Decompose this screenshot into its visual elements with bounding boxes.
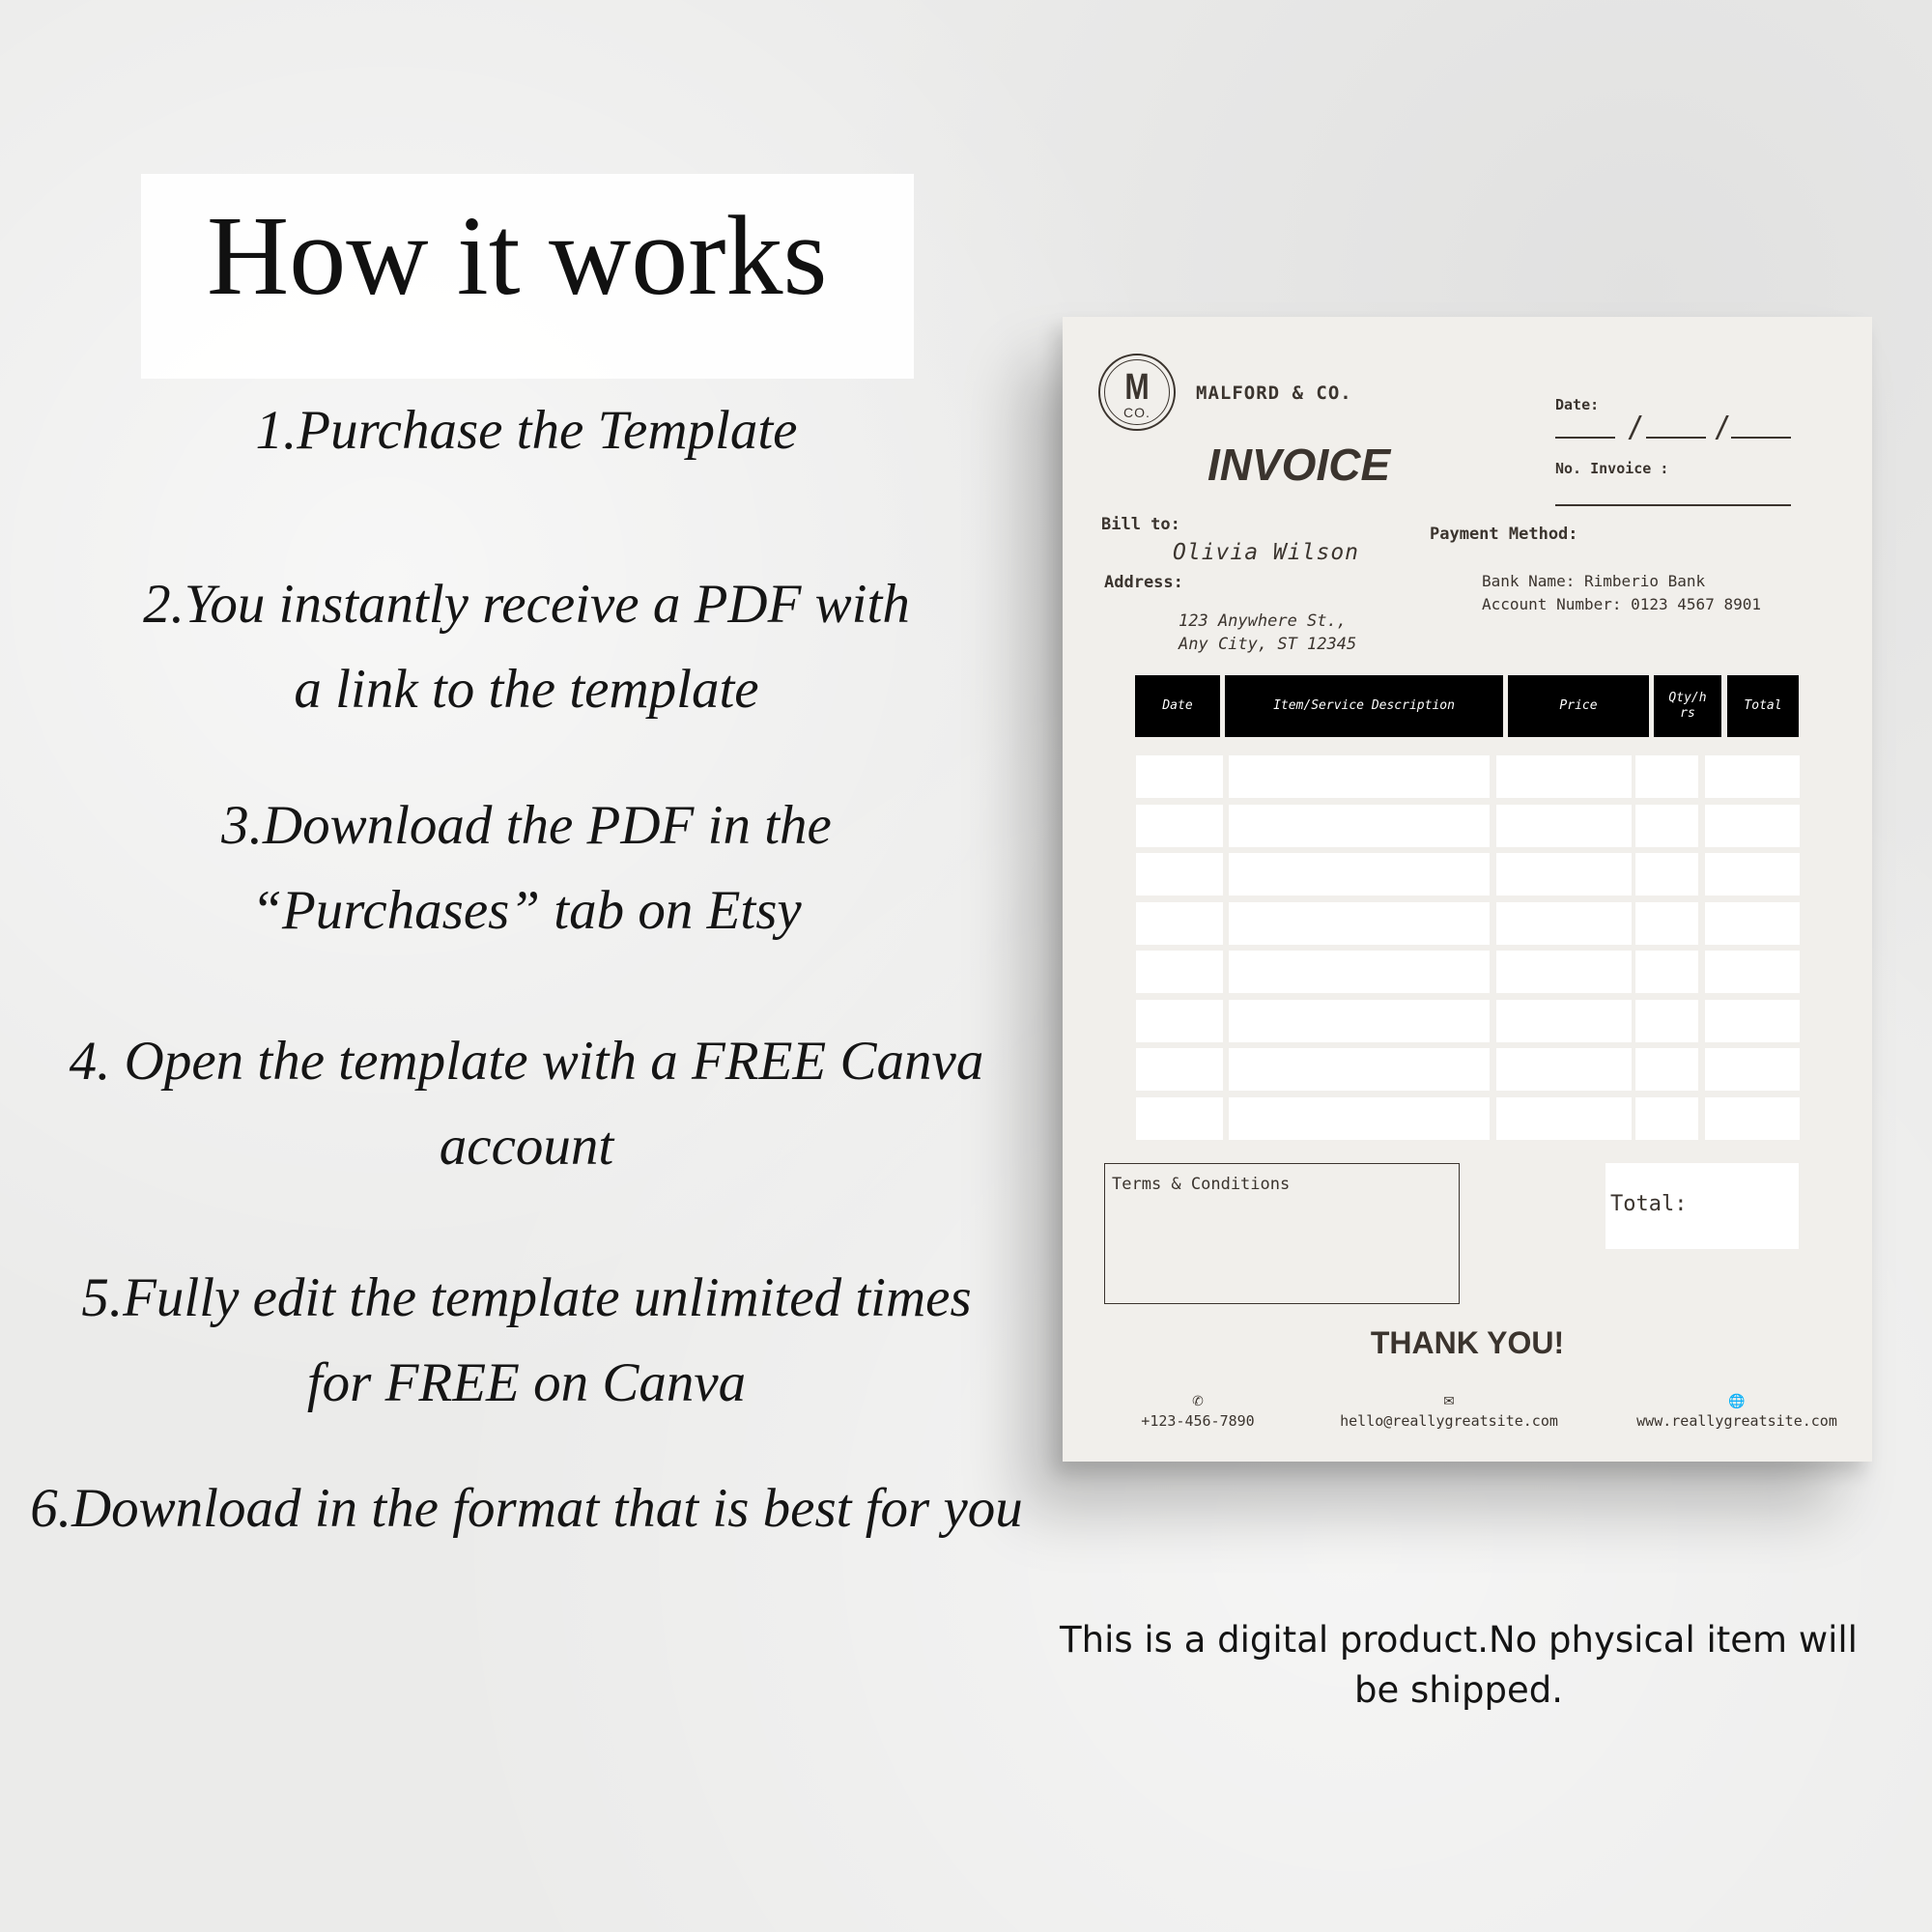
table-cell (1635, 1097, 1698, 1140)
globe-icon: 🌐 (1728, 1394, 1746, 1409)
column-header-description: Item/Service Description (1225, 675, 1503, 737)
table-cell (1229, 951, 1490, 993)
step-5 (0, 1256, 1053, 1426)
table-cell (1229, 1000, 1490, 1042)
table-cell (1136, 755, 1223, 798)
step-line: 1.Purchase the Template (255, 400, 798, 461)
contact-website (1621, 1393, 1853, 1430)
column-header-total: Total (1727, 675, 1799, 737)
table-cell (1705, 902, 1800, 945)
table-cell (1136, 902, 1223, 945)
invoice-title: INVOICE (1208, 440, 1391, 490)
table-cell (1705, 805, 1800, 847)
contact-phone (1121, 1393, 1275, 1430)
table-cell (1136, 805, 1223, 847)
step-line: 6.Download in the format that is best for you (30, 1478, 1023, 1539)
table-cell (1705, 1048, 1800, 1091)
table-cell (1136, 1048, 1223, 1091)
table-cell (1635, 805, 1698, 847)
table-cell (1496, 853, 1632, 895)
phone-text: +123-456-7890 (1141, 1412, 1255, 1430)
date-day-line (1555, 437, 1615, 439)
step-line: 4. Open the template with a FREE Canva (69, 1031, 984, 1092)
table-cell (1136, 853, 1223, 895)
step-6 (0, 1466, 1053, 1551)
date-separator: / (1714, 411, 1732, 444)
table-cell (1635, 902, 1698, 945)
table-cell (1496, 1097, 1632, 1140)
page-heading: How it works (207, 192, 828, 319)
date-label: Date: (1555, 396, 1600, 413)
email-text: hello@reallygreatsite.com (1340, 1412, 1558, 1430)
step-line: 5.Fully edit the template unlimited times (81, 1267, 972, 1328)
total-label: Total: (1610, 1192, 1688, 1216)
account-number: Account Number: 0123 4567 8901 (1482, 595, 1761, 613)
table-cell (1705, 1097, 1800, 1140)
date-year-line (1731, 437, 1791, 439)
step-2 (0, 562, 1053, 732)
bill-to-name: Olivia Wilson (1173, 540, 1360, 565)
table-cell (1635, 1000, 1698, 1042)
step-1 (0, 388, 1053, 473)
table-cell (1229, 1048, 1490, 1091)
table-cell (1496, 1048, 1632, 1091)
payment-method-label: Payment Method: (1430, 525, 1578, 544)
step-line: for FREE on Canva (306, 1352, 747, 1413)
terms-label: Terms & Conditions (1112, 1175, 1291, 1194)
table-cell (1635, 755, 1698, 798)
table-cell (1229, 805, 1490, 847)
table-cell (1496, 951, 1632, 993)
table-cell (1496, 805, 1632, 847)
table-cell (1229, 902, 1490, 945)
step-line: account (439, 1116, 614, 1177)
table-cell (1635, 951, 1698, 993)
table-cell (1635, 1048, 1698, 1091)
table-cell (1705, 951, 1800, 993)
website-text: www.reallygreatsite.com (1636, 1412, 1837, 1430)
column-header-date: Date (1135, 675, 1220, 737)
company-name: MALFORD & CO. (1196, 383, 1352, 404)
mail-icon: ✉ (1443, 1394, 1455, 1409)
address-label: Address: (1104, 573, 1183, 592)
step-4 (0, 1019, 1053, 1189)
table-cell (1705, 1000, 1800, 1042)
column-header-qty: Qty/h rs (1654, 675, 1721, 737)
contact-email (1323, 1393, 1575, 1430)
logo-sub: CO. (1123, 405, 1151, 420)
address-line-1: 123 Anywhere St., (1179, 611, 1347, 631)
table-cell (1229, 853, 1490, 895)
bill-to-label: Bill to: (1101, 515, 1180, 534)
table-cell (1229, 1097, 1490, 1140)
step-line: “Purchases” tab on Etsy (251, 880, 802, 941)
column-header-price: Price (1508, 675, 1649, 737)
step-3 (0, 783, 1053, 953)
table-cell (1496, 1000, 1632, 1042)
address-line-2: Any City, ST 12345 (1179, 635, 1357, 654)
table-cell (1136, 1000, 1223, 1042)
phone-icon: ✆ (1192, 1394, 1204, 1409)
step-line: a link to the template (294, 659, 759, 720)
table-cell (1136, 1097, 1223, 1140)
table-cell (1705, 853, 1800, 895)
logo-letter: M (1124, 367, 1150, 408)
company-logo (1098, 354, 1176, 431)
table-cell (1635, 853, 1698, 895)
table-cell (1496, 755, 1632, 798)
digital-product-notice: This is a digital product.No physical item will be shipped. (1060, 1619, 1858, 1711)
invoice-preview (1063, 317, 1872, 1462)
thank-you-text: THANK YOU! (1370, 1325, 1565, 1360)
date-separator: / (1627, 411, 1645, 444)
table-cell (1229, 755, 1490, 798)
table-cell (1136, 951, 1223, 993)
date-month-line (1646, 437, 1706, 439)
bank-name: Bank Name: Rimberio Bank (1482, 572, 1706, 590)
step-line: 2.You instantly receive a PDF with (143, 574, 910, 635)
step-line: 3.Download the PDF in the (221, 795, 832, 856)
table-cell (1705, 755, 1800, 798)
table-cell (1496, 902, 1632, 945)
invoice-number-line (1555, 504, 1791, 506)
invoice-number-label: No. Invoice : (1555, 460, 1669, 477)
